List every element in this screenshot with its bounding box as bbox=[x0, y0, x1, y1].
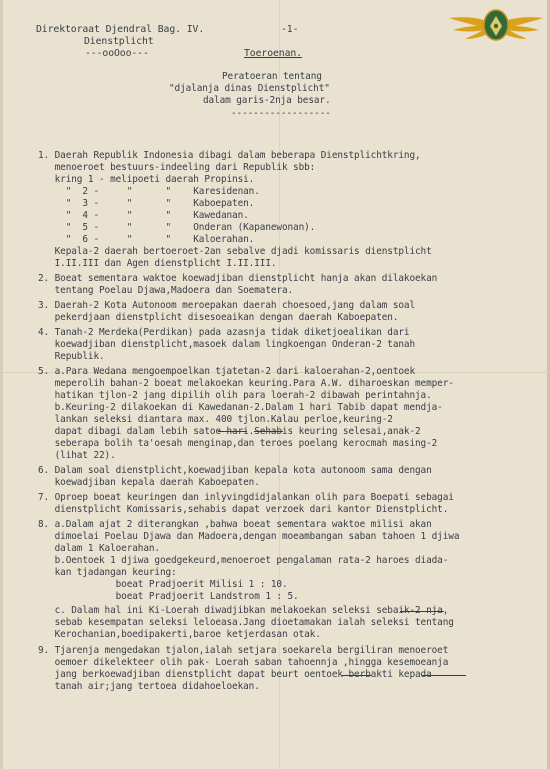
body-line: dienstplicht Komissaris,sehabis dapat verzoek dari kantor Dienstplicht. bbox=[38, 504, 449, 515]
title-line2: "djalanja dinas Dienstplicht" bbox=[169, 83, 330, 94]
body-line: tanah air;jang tertoea didahoeloekan. bbox=[38, 681, 260, 692]
body-line: 9. Tjarenja mengedakan tjalon,ialah setjara soekarela bergiliran menoeroet bbox=[38, 645, 449, 656]
body-line: tentang Poelau Djawa,Madoera dan Soematera. bbox=[38, 285, 294, 296]
title-rule: ------------------ bbox=[231, 108, 331, 119]
page-number: -1- bbox=[281, 24, 299, 35]
office-name-line1: Direktoraat Djendral Bag. IV. bbox=[36, 24, 205, 35]
body-line: jang berkoewadjiban dienstplicht dapat beurt oentoek berbakti kepada bbox=[38, 669, 432, 680]
underline-berbakti bbox=[422, 675, 466, 676]
office-name-line2: Dienstplicht bbox=[84, 36, 154, 47]
body-line: 1. Daerah Republik Indonesia dibagi dalam beberapa Dienstplichtkring, bbox=[38, 150, 421, 161]
body-line: b.Oentoek 1 djiwa goedgekeurd,menoeroet pengalaman rata-2 haroes diada- bbox=[38, 555, 449, 566]
body-line: (lihat 22). bbox=[38, 450, 116, 461]
body-line: 3. Daerah-2 Kota Autonoom meroepakan daerah choesoed,jang dalam soal bbox=[38, 300, 416, 311]
body-line: 5. a.Para Wedana mengoempoelkan tjatetan-2 dari kaloerahan-2,oentoek bbox=[38, 366, 416, 377]
winged-military-emblem-icon bbox=[447, 4, 545, 48]
body-line: " 5 - " " Onderan (Kapanewonan). bbox=[38, 222, 316, 233]
body-line: boeat Pradjoerit Landstrom 1 : 5. bbox=[38, 591, 299, 602]
underline-beurt bbox=[342, 675, 371, 676]
body-line: " 4 - " " Kawedanan. bbox=[38, 210, 249, 221]
body-line: 7. Oproep boeat keuringen dan inlyvingdidjalankan olih para Boepati sebagai bbox=[38, 492, 454, 503]
body-line: I.II.III dan Agen dienstplicht I.II.III. bbox=[38, 258, 277, 269]
body-line: kring 1 - melipoeti daerah Propinsi. bbox=[38, 174, 255, 185]
underline-satoe bbox=[254, 431, 283, 432]
body-line: oemoer dikelekteer olih pak- Loerah saban tahoennja ,hingga kesemoeanja bbox=[38, 657, 449, 668]
body-line: Kepala-2 daerah bertoeroet-2an sebalve djadi komissaris dienstplicht bbox=[38, 246, 432, 257]
body-line: koewadjiban dienstplicht,masoek dalam lingkoengan Onderan-2 tanah bbox=[38, 339, 416, 350]
body-line: lankan seleksi diantara max. 400 tjlon.Kalau perloe,keuring-2 bbox=[38, 414, 393, 425]
body-line: boeat Pradjoerit Milisi 1 : 10. bbox=[38, 579, 288, 590]
body-line: 8. a.Dalam ajat 2 diterangkan ,bahwa boeat sementara waktoe milisi akan bbox=[38, 519, 432, 530]
body-line: pekerdjaan dienstplicht disesoeaikan dengan daerah Kaboepaten. bbox=[38, 312, 399, 323]
body-line: Republik. bbox=[38, 351, 105, 362]
body-line: " 2 - " " Karesidenan. bbox=[38, 186, 260, 197]
body-line: dimoelai Poelau Djawa dan Madoera,dengan moeambangan saban tahoen 1 djiwa bbox=[38, 531, 460, 542]
body-line: c. Dalam hal ini Ki-Loerah diwadjibkan melakoekan seleksi sebaik-2 nja, bbox=[38, 605, 449, 616]
body-line: " 6 - " " Kaloerahan. bbox=[38, 234, 255, 245]
body-line: 4. Tanah-2 Merdeka(Perdikan) pada azasnja tidak diketjoealikan dari bbox=[38, 327, 410, 338]
body-line: 2. Boeat sementara waktoe koewadjiban dienstplicht hanja akan dilakoekan bbox=[38, 273, 438, 284]
body-line: kan tjadangan keuring: bbox=[38, 567, 177, 578]
underline-seleksi bbox=[400, 611, 444, 612]
title-line1: Peratoeran tentang bbox=[222, 71, 322, 82]
body-line: meperolih bahan-2 boeat melakoekan keuring.Para A.W. diharoeskan memper- bbox=[38, 378, 454, 389]
body-line: dapat dibagi dalam lebih satoe hari.Sehabis keuring selesai,anak-2 bbox=[38, 426, 421, 437]
body-line: Kerochanian,boedipakerti,baroe ketjerdasan otak. bbox=[38, 629, 321, 640]
title-line3: dalam garis-2nja besar. bbox=[203, 95, 331, 106]
body-line: sebab kesempatan seleksi leloeasa.Jang dioetamakan ialah seleksi tentang bbox=[38, 617, 454, 628]
body-line: hatikan tjlon-2 jang dipilih olih para loerah-2 dibawah perintahnja. bbox=[38, 390, 432, 401]
body-line: dalam 1 Kaloerahan. bbox=[38, 543, 160, 554]
body-line: " 3 - " " Kaboepaten. bbox=[38, 198, 255, 209]
header-separator: ---ooOoo--- bbox=[85, 48, 149, 59]
document-heading: Toeroenan. bbox=[244, 48, 302, 59]
body-line: 6. Dalam soal dienstplicht,koewadjiban kepala kota autonoom sama dengan bbox=[38, 465, 432, 476]
body-line: seberapa bolih ta'oesah menginap,dan teroes poelang kerocmah masing-2 bbox=[38, 438, 438, 449]
body-line: b.Keuring-2 dilakoekan di Kawedanan-2.Dalam 1 hari Tabib dapat mendja- bbox=[38, 402, 443, 413]
body-line: menoeroet bestuurs-indeeling dari Republik sbb: bbox=[38, 162, 316, 173]
underline-lebih bbox=[218, 431, 247, 432]
body-line: koewadjiban kepala daerah Kaboepaten. bbox=[38, 477, 260, 488]
